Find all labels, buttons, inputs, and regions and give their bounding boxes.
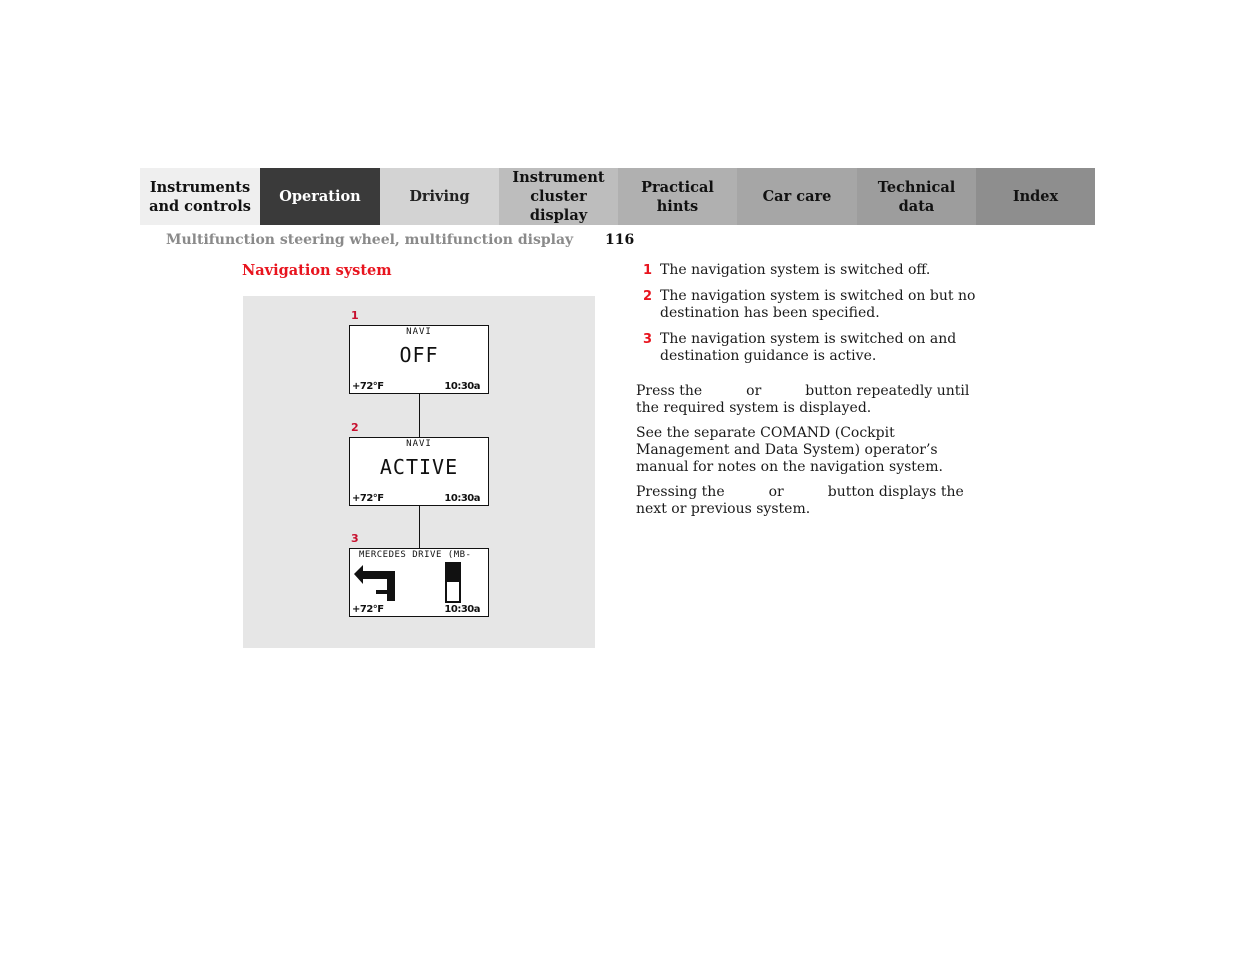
screen-header: MERCEDES DRIVE (MB- (359, 550, 472, 560)
paragraph-text: Pressing the (636, 484, 725, 500)
display-screen-off (349, 325, 489, 394)
clock: 10:30a (444, 604, 480, 615)
tab-instrument-cluster-display[interactable] (499, 168, 618, 225)
legend-text: The navigation system is switched on but no destination has been specified. (660, 288, 976, 321)
paragraph-text: or (768, 484, 784, 500)
callout-1: 1 (351, 309, 359, 322)
legend-text: The navigation system is switched on and destination guidance is active. (660, 331, 957, 364)
legend-text: The navigation system is switched off. (660, 262, 931, 278)
paragraph-next-previous (636, 484, 986, 518)
section-title: Multifunction steering wheel, multifunction display (166, 232, 574, 248)
connector-line (419, 505, 420, 549)
paragraph-press-button (636, 383, 986, 417)
tab-car-care[interactable] (737, 168, 857, 225)
legend-item (643, 331, 983, 365)
clock: 10:30a (444, 381, 480, 392)
tab-label: Technical data (877, 178, 956, 215)
tab-label: Index (1012, 188, 1059, 205)
paragraph-text: or (746, 383, 762, 399)
legend-item (643, 262, 983, 279)
tab-driving[interactable] (380, 168, 499, 225)
tab-operation[interactable] (260, 168, 380, 225)
callout-2: 2 (351, 421, 359, 434)
paragraph-text: button repeatedly until the required system is displayed. (636, 383, 970, 416)
tab-label: Driving (409, 188, 470, 205)
tab-label: Operation (279, 188, 361, 205)
display-screen-guidance (349, 548, 489, 617)
clock: 10:30a (444, 493, 480, 504)
outside-temperature: +72°F (352, 493, 384, 504)
legend-number: 2 (643, 289, 653, 304)
paragraph-comand-reference: See the separate COMAND (Cockpit Management and Data System) operator’s manual for notes on the navigation system. (636, 425, 943, 475)
screen-status: OFF (399, 343, 439, 367)
screen-header: NAVI (406, 327, 432, 337)
chapter-tab-bar (140, 168, 1095, 225)
turn-left-arrow-icon (354, 564, 398, 602)
tab-instruments-and-controls[interactable] (140, 168, 260, 225)
connector-line (419, 393, 420, 437)
legend-number: 3 (643, 332, 653, 347)
legend-item (643, 288, 983, 322)
tab-label: Practical hints (641, 178, 714, 215)
figure-legend (643, 262, 983, 374)
subsection-title: Navigation system (242, 262, 392, 279)
screen-status: ACTIVE (379, 455, 459, 479)
outside-temperature: +72°F (352, 381, 384, 392)
tab-practical-hints[interactable] (618, 168, 737, 225)
tab-index[interactable] (976, 168, 1095, 225)
tab-label: Instrument cluster display (512, 169, 605, 224)
display-screen-active (349, 437, 489, 506)
page-number: 116 (605, 232, 635, 248)
distance-bar-icon (445, 562, 461, 603)
paragraph-text: Press the (636, 383, 703, 399)
legend-number: 1 (643, 263, 653, 278)
screen-header: NAVI (406, 439, 432, 449)
paragraph-text: button displays the next or previous system. (636, 484, 964, 517)
tab-label: Car care (762, 188, 832, 205)
callout-3: 3 (351, 532, 359, 545)
outside-temperature: +72°F (352, 604, 384, 615)
tab-technical-data[interactable] (857, 168, 976, 225)
tab-label: Instruments and controls (149, 178, 251, 215)
